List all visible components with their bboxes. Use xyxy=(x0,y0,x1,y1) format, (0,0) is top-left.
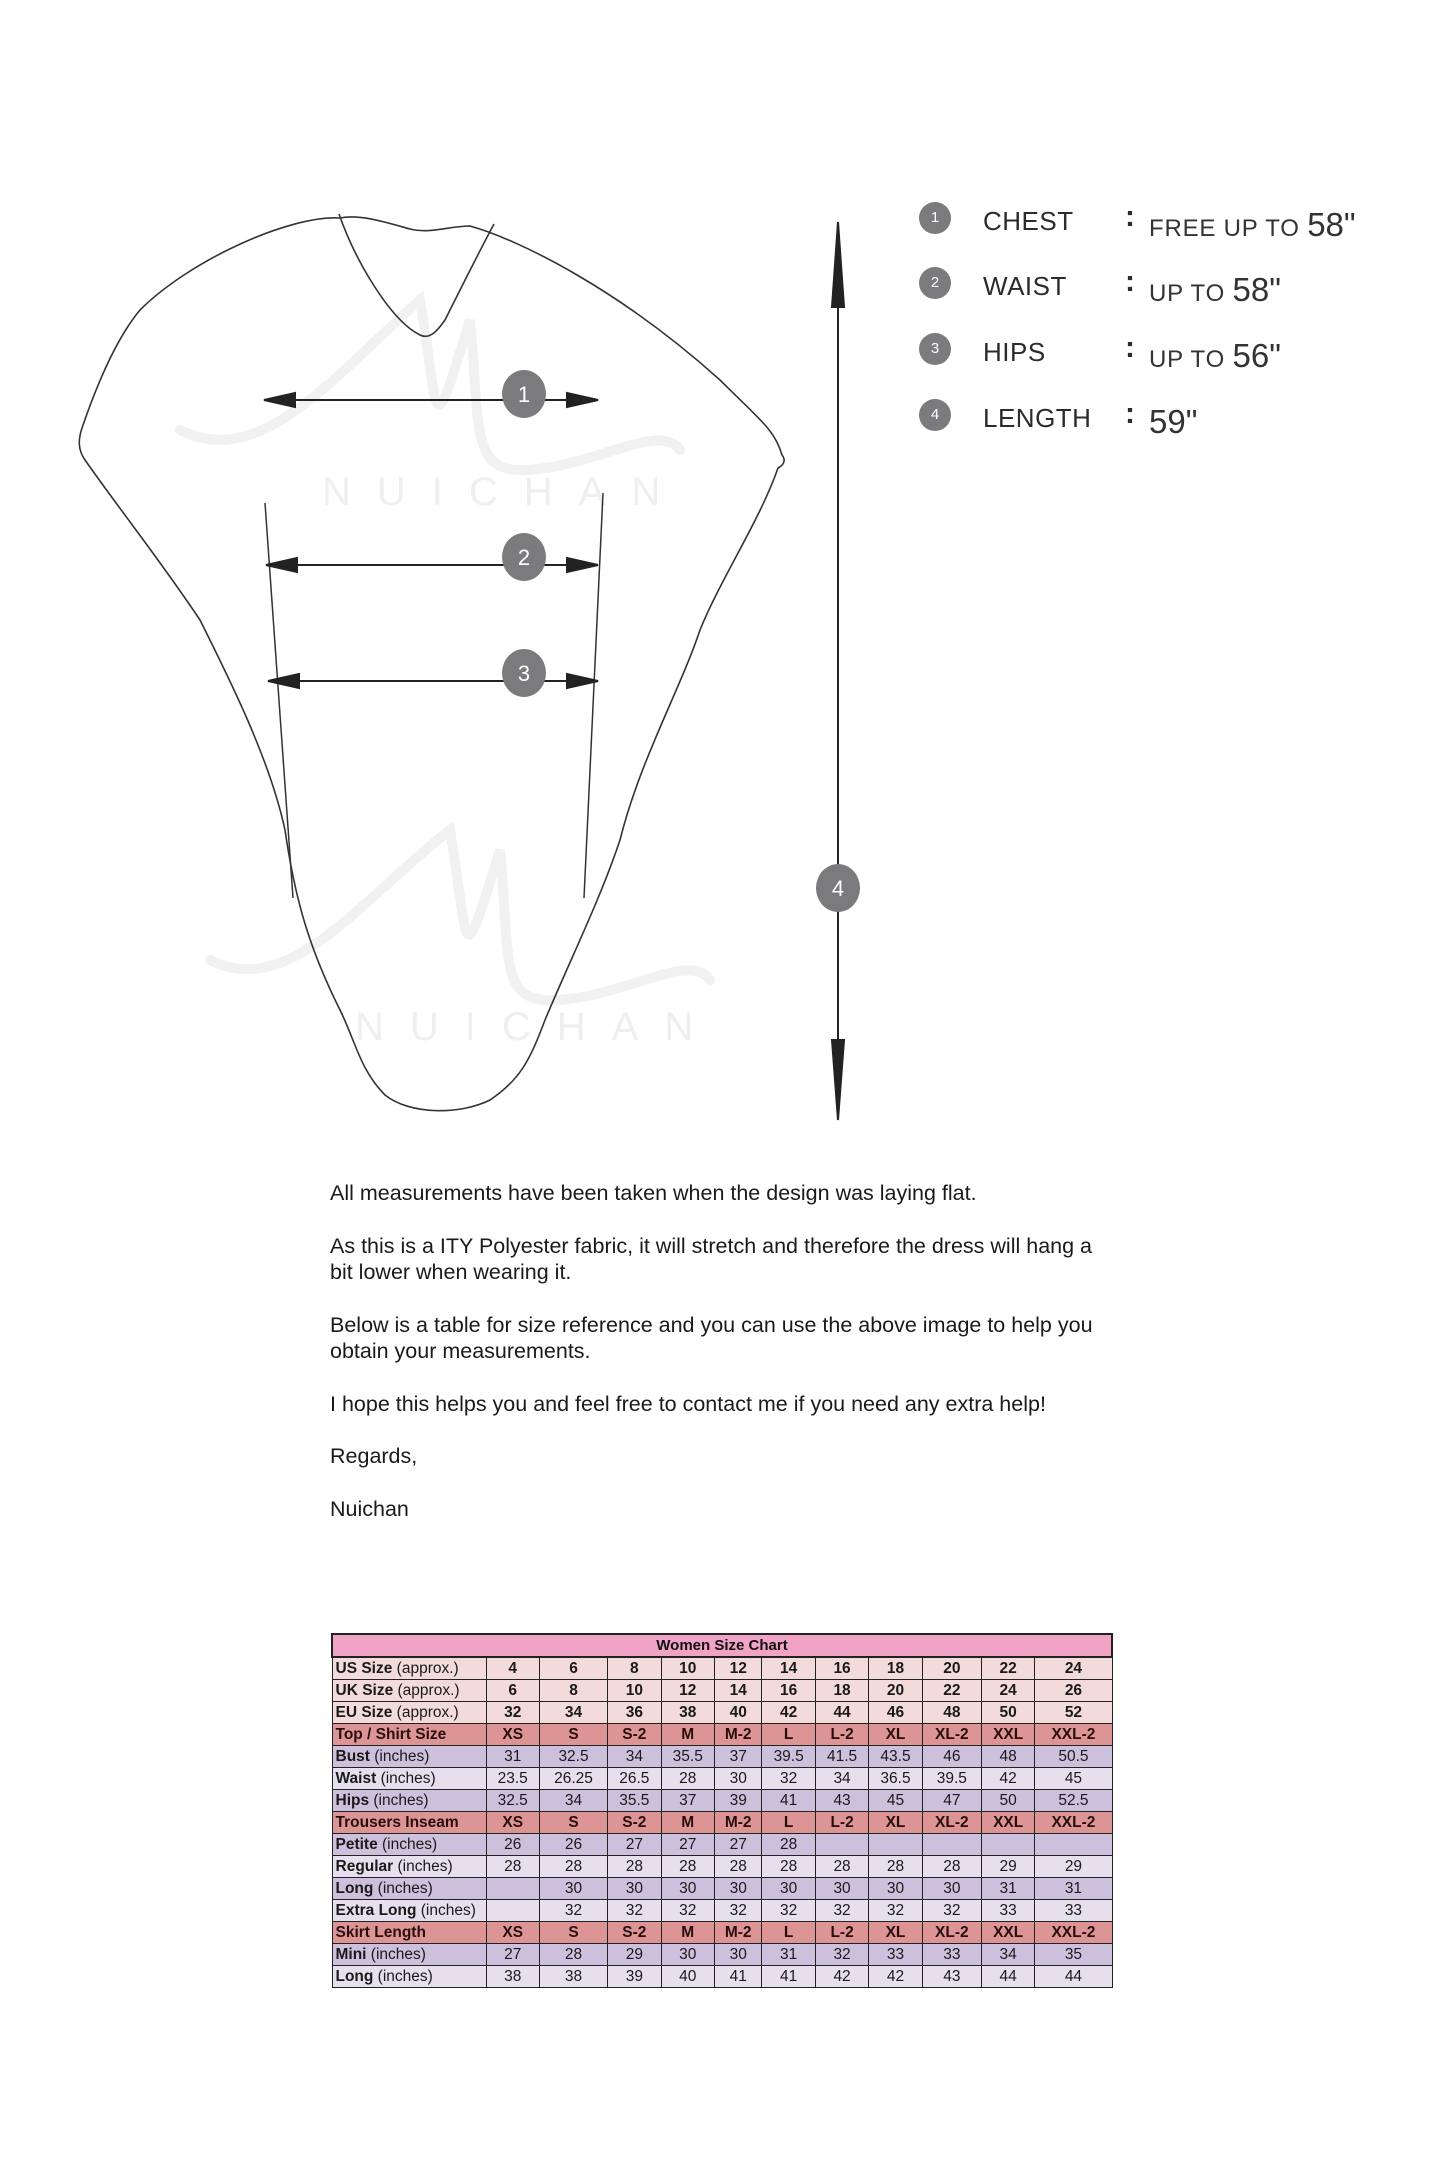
size-cell: 24 xyxy=(981,1680,1034,1702)
size-cell: 32 xyxy=(661,1900,714,1922)
size-cell: 41 xyxy=(762,1966,815,1988)
row-label: Bust (inches) xyxy=(332,1746,486,1768)
marker-3 xyxy=(502,649,546,697)
size-cell: 40 xyxy=(714,1702,761,1724)
measurement-name: CHEST xyxy=(983,206,1074,236)
size-cell: 22 xyxy=(922,1680,981,1702)
measurement-waist xyxy=(915,263,1435,308)
size-chart-body xyxy=(332,1657,1112,1988)
size-cell: L xyxy=(762,1922,815,1944)
size-cell: M xyxy=(661,1922,714,1944)
size-cell: 32 xyxy=(608,1900,661,1922)
size-chart-row xyxy=(332,1944,1112,1966)
size-chart-row xyxy=(332,1702,1112,1724)
measurement-name: LENGTH xyxy=(983,403,1092,433)
size-cell: 30 xyxy=(714,1768,761,1790)
note-paragraph: As this is a ITY Polyester fabric, it will stretch and therefore the dress will hang a bit lower when wearing it. xyxy=(330,1233,1092,1284)
size-cell: 39 xyxy=(608,1966,661,1988)
regards-line: Regards, xyxy=(330,1444,418,1468)
size-cell: 32 xyxy=(922,1900,981,1922)
size-cell: 35.5 xyxy=(661,1746,714,1768)
size-cell: 34 xyxy=(539,1790,607,1812)
size-chart-row xyxy=(332,1746,1112,1768)
size-cell: 40 xyxy=(661,1966,714,1988)
size-chart-row xyxy=(332,1922,1112,1944)
size-cell xyxy=(981,1834,1034,1856)
size-cell: XXL-2 xyxy=(1035,1724,1112,1746)
size-cell: 44 xyxy=(981,1966,1034,1988)
size-cell: 29 xyxy=(608,1944,661,1966)
size-cell: 31 xyxy=(1035,1878,1112,1900)
size-cell: 30 xyxy=(922,1878,981,1900)
size-cell: 27 xyxy=(714,1834,761,1856)
size-cell: 52 xyxy=(1035,1702,1112,1724)
size-cell: 36.5 xyxy=(869,1768,922,1790)
size-chart-row xyxy=(332,1724,1112,1746)
size-chart-row xyxy=(332,1657,1112,1680)
size-cell: 28 xyxy=(539,1856,607,1878)
size-cell: 43 xyxy=(815,1790,868,1812)
colon: : xyxy=(1125,265,1135,298)
size-cell: M xyxy=(661,1812,714,1834)
size-cell: 35 xyxy=(1035,1944,1112,1966)
size-cell: 33 xyxy=(981,1900,1034,1922)
size-cell: 32 xyxy=(714,1900,761,1922)
measurement-value: 59" xyxy=(1149,403,1198,440)
size-chart-row xyxy=(332,1812,1112,1834)
notes-text xyxy=(330,1180,1120,1548)
size-cell: 6 xyxy=(486,1680,539,1702)
size-cell: XXL-2 xyxy=(1035,1922,1112,1944)
size-cell: 42 xyxy=(981,1768,1034,1790)
svg-text:4: 4 xyxy=(831,876,845,901)
measurement-length xyxy=(915,395,1435,440)
size-cell: 16 xyxy=(762,1680,815,1702)
measurement-value: UP TO 58" xyxy=(1149,271,1281,308)
size-cell xyxy=(486,1900,539,1922)
v-neck xyxy=(339,214,494,336)
size-cell: 30 xyxy=(762,1878,815,1900)
marker-2 xyxy=(502,533,546,581)
size-cell: 31 xyxy=(981,1878,1034,1900)
size-chart-row xyxy=(332,1680,1112,1702)
size-cell: 34 xyxy=(981,1944,1034,1966)
size-cell: L xyxy=(762,1724,815,1746)
size-cell: 28 xyxy=(815,1856,868,1878)
number-badge: 3 xyxy=(919,333,951,365)
size-cell: 41.5 xyxy=(815,1746,868,1768)
size-cell: XXL xyxy=(981,1922,1034,1944)
row-label: Long (inches) xyxy=(332,1966,486,1988)
size-cell: 39 xyxy=(714,1790,761,1812)
size-cell: 12 xyxy=(661,1680,714,1702)
size-cell: 28 xyxy=(608,1856,661,1878)
size-cell: 28 xyxy=(661,1768,714,1790)
size-cell: 22 xyxy=(981,1657,1034,1680)
size-cell: XS xyxy=(486,1724,539,1746)
size-cell: 28 xyxy=(922,1856,981,1878)
size-cell: 43 xyxy=(922,1966,981,1988)
size-cell: 33 xyxy=(922,1944,981,1966)
measurement-name: HIPS xyxy=(983,337,1046,367)
size-cell: 14 xyxy=(762,1657,815,1680)
size-cell: 35.5 xyxy=(608,1790,661,1812)
number-badge: 4 xyxy=(919,399,951,431)
size-cell: 26 xyxy=(1035,1680,1112,1702)
row-label: US Size (approx.) xyxy=(332,1657,486,1680)
size-cell: 32 xyxy=(762,1900,815,1922)
size-cell: 12 xyxy=(714,1657,761,1680)
size-cell: 28 xyxy=(762,1834,815,1856)
colon: : xyxy=(1125,331,1135,364)
size-cell: 34 xyxy=(815,1768,868,1790)
size-cell xyxy=(815,1834,868,1856)
size-cell: 30 xyxy=(815,1878,868,1900)
size-cell: 48 xyxy=(922,1702,981,1724)
size-cell: 18 xyxy=(869,1657,922,1680)
size-chart-row xyxy=(332,1834,1112,1856)
size-cell: XS xyxy=(486,1812,539,1834)
row-label: Skirt Length xyxy=(332,1922,486,1944)
size-cell: 44 xyxy=(1035,1966,1112,1988)
size-cell: 32 xyxy=(762,1768,815,1790)
size-cell: S-2 xyxy=(608,1922,661,1944)
size-cell: 27 xyxy=(608,1834,661,1856)
size-cell: 50.5 xyxy=(1035,1746,1112,1768)
row-label: Regular (inches) xyxy=(332,1856,486,1878)
size-cell: L xyxy=(762,1812,815,1834)
size-cell: S xyxy=(539,1812,607,1834)
watermark-text: NUICHAN xyxy=(322,470,687,514)
size-cell: 20 xyxy=(869,1680,922,1702)
size-cell: 36 xyxy=(608,1702,661,1724)
size-chart-row xyxy=(332,1878,1112,1900)
watermark-logo xyxy=(180,300,710,1000)
size-cell: 45 xyxy=(1035,1768,1112,1790)
size-cell: 44 xyxy=(815,1702,868,1724)
size-cell: 28 xyxy=(486,1856,539,1878)
size-cell xyxy=(486,1878,539,1900)
row-label: Top / Shirt Size xyxy=(332,1724,486,1746)
size-cell: 34 xyxy=(539,1702,607,1724)
size-cell: M-2 xyxy=(714,1812,761,1834)
watermark-text-lower: NUICHAN xyxy=(355,1005,720,1049)
size-cell: 41 xyxy=(714,1966,761,1988)
size-cell: 16 xyxy=(815,1657,868,1680)
row-label: Extra Long (inches) xyxy=(332,1900,486,1922)
size-cell: 50 xyxy=(981,1702,1034,1724)
size-cell: 4 xyxy=(486,1657,539,1680)
size-cell: 37 xyxy=(661,1790,714,1812)
size-cell: 32 xyxy=(815,1944,868,1966)
row-label: Trousers Inseam xyxy=(332,1812,486,1834)
size-cell xyxy=(1035,1834,1112,1856)
size-cell: XL xyxy=(869,1922,922,1944)
size-cell: 18 xyxy=(815,1680,868,1702)
note-paragraph: I hope this helps you and feel free to contact me if you need any extra help! xyxy=(330,1391,1046,1416)
size-cell: 32.5 xyxy=(486,1790,539,1812)
size-cell: 32 xyxy=(539,1900,607,1922)
size-cell: 46 xyxy=(922,1746,981,1768)
size-cell: XL xyxy=(869,1812,922,1834)
size-cell: 42 xyxy=(815,1966,868,1988)
size-cell: 30 xyxy=(539,1878,607,1900)
size-cell: L-2 xyxy=(815,1922,868,1944)
size-cell: 32 xyxy=(815,1900,868,1922)
waist-arrow xyxy=(266,558,598,572)
size-chart-title: Women Size Chart xyxy=(332,1634,1112,1657)
size-cell: 14 xyxy=(714,1680,761,1702)
size-chart-row xyxy=(332,1966,1112,1988)
size-cell: 8 xyxy=(539,1680,607,1702)
row-label: Mini (inches) xyxy=(332,1944,486,1966)
size-cell: XXL xyxy=(981,1724,1034,1746)
number-badge: 2 xyxy=(919,267,951,299)
size-cell: XL xyxy=(869,1724,922,1746)
size-cell: 33 xyxy=(1035,1900,1112,1922)
size-cell: 28 xyxy=(869,1856,922,1878)
number-badge: 1 xyxy=(919,202,951,234)
note-paragraph: Below is a table for size reference and you can use the above image to help you obtain your measurements. xyxy=(330,1312,1093,1363)
svg-text:2: 2 xyxy=(517,545,531,570)
size-cell: 10 xyxy=(608,1680,661,1702)
size-cell: 30 xyxy=(661,1944,714,1966)
row-label: Long (inches) xyxy=(332,1878,486,1900)
size-cell: 34 xyxy=(608,1746,661,1768)
size-cell: 48 xyxy=(981,1746,1034,1768)
note-paragraph: All measurements have been taken when the design was laying flat. xyxy=(330,1181,977,1205)
size-cell: XXL-2 xyxy=(1035,1812,1112,1834)
size-cell: 26.25 xyxy=(539,1768,607,1790)
size-cell: S-2 xyxy=(608,1724,661,1746)
size-cell: 32 xyxy=(486,1702,539,1724)
size-cell: XXL xyxy=(981,1812,1034,1834)
size-cell: 38 xyxy=(661,1702,714,1724)
size-cell: S-2 xyxy=(608,1812,661,1834)
colon: : xyxy=(1125,200,1135,233)
row-label: UK Size (approx.) xyxy=(332,1680,486,1702)
size-cell: 41 xyxy=(762,1790,815,1812)
size-cell: 6 xyxy=(539,1657,607,1680)
size-cell: 30 xyxy=(869,1878,922,1900)
size-cell: 26.5 xyxy=(608,1768,661,1790)
size-cell: 52.5 xyxy=(1035,1790,1112,1812)
size-chart-row xyxy=(332,1768,1112,1790)
size-cell: 37 xyxy=(714,1746,761,1768)
size-cell: 23.5 xyxy=(486,1768,539,1790)
size-cell: 45 xyxy=(869,1790,922,1812)
size-cell: 30 xyxy=(714,1944,761,1966)
size-cell: 30 xyxy=(608,1878,661,1900)
size-cell: 46 xyxy=(869,1702,922,1724)
size-chart-row xyxy=(332,1856,1112,1878)
marker-4 xyxy=(816,864,860,912)
measurement-value: FREE UP TO 58" xyxy=(1149,206,1356,243)
women-size-chart xyxy=(331,1633,1113,1988)
row-label: Hips (inches) xyxy=(332,1790,486,1812)
size-cell: 42 xyxy=(762,1702,815,1724)
size-cell: 10 xyxy=(661,1657,714,1680)
size-cell: 28 xyxy=(661,1856,714,1878)
measurement-hips xyxy=(915,329,1435,374)
size-cell: 28 xyxy=(762,1856,815,1878)
size-cell: 31 xyxy=(486,1746,539,1768)
inner-line-right xyxy=(584,493,603,898)
size-cell: 31 xyxy=(762,1944,815,1966)
size-cell: 8 xyxy=(608,1657,661,1680)
marker-1 xyxy=(502,370,546,418)
svg-text:1: 1 xyxy=(517,382,531,407)
size-cell: 29 xyxy=(1035,1856,1112,1878)
size-cell xyxy=(922,1834,981,1856)
size-cell: L-2 xyxy=(815,1812,868,1834)
size-cell: XL-2 xyxy=(922,1922,981,1944)
size-cell: 47 xyxy=(922,1790,981,1812)
row-label: Waist (inches) xyxy=(332,1768,486,1790)
measurement-chest xyxy=(915,198,1435,243)
measurement-name: WAIST xyxy=(983,271,1067,301)
measurement-value: UP TO 56" xyxy=(1149,337,1281,374)
size-cell: 28 xyxy=(714,1856,761,1878)
svg-text:3: 3 xyxy=(517,661,531,686)
size-chart-row xyxy=(332,1900,1112,1922)
size-cell: M-2 xyxy=(714,1724,761,1746)
size-cell: M-2 xyxy=(714,1922,761,1944)
size-cell: 32 xyxy=(869,1900,922,1922)
size-cell: 26 xyxy=(486,1834,539,1856)
size-cell: XL-2 xyxy=(922,1724,981,1746)
row-label: EU Size (approx.) xyxy=(332,1702,486,1724)
hips-arrow xyxy=(268,674,598,688)
size-cell: 33 xyxy=(869,1944,922,1966)
row-label: Petite (inches) xyxy=(332,1834,486,1856)
size-cell: S xyxy=(539,1724,607,1746)
size-cell: 39.5 xyxy=(922,1768,981,1790)
size-cell: 24 xyxy=(1035,1657,1112,1680)
size-cell: 38 xyxy=(486,1966,539,1988)
size-cell: 50 xyxy=(981,1790,1034,1812)
size-cell: M xyxy=(661,1724,714,1746)
size-cell: 30 xyxy=(714,1878,761,1900)
size-cell: 27 xyxy=(486,1944,539,1966)
signature: Nuichan xyxy=(330,1496,409,1521)
size-cell: 20 xyxy=(922,1657,981,1680)
size-cell: 26 xyxy=(539,1834,607,1856)
size-cell: 38 xyxy=(539,1966,607,1988)
size-cell: S xyxy=(539,1922,607,1944)
size-cell: XL-2 xyxy=(922,1812,981,1834)
size-cell: 42 xyxy=(869,1966,922,1988)
length-arrow xyxy=(832,222,844,1120)
size-cell: 27 xyxy=(661,1834,714,1856)
size-cell: 30 xyxy=(661,1878,714,1900)
colon: : xyxy=(1125,397,1135,430)
size-cell xyxy=(869,1834,922,1856)
size-cell: 39.5 xyxy=(762,1746,815,1768)
size-cell: L-2 xyxy=(815,1724,868,1746)
size-cell: 29 xyxy=(981,1856,1034,1878)
size-chart-row xyxy=(332,1790,1112,1812)
size-cell: 28 xyxy=(539,1944,607,1966)
size-cell: 32.5 xyxy=(539,1746,607,1768)
size-cell: XS xyxy=(486,1922,539,1944)
size-cell: 43.5 xyxy=(869,1746,922,1768)
